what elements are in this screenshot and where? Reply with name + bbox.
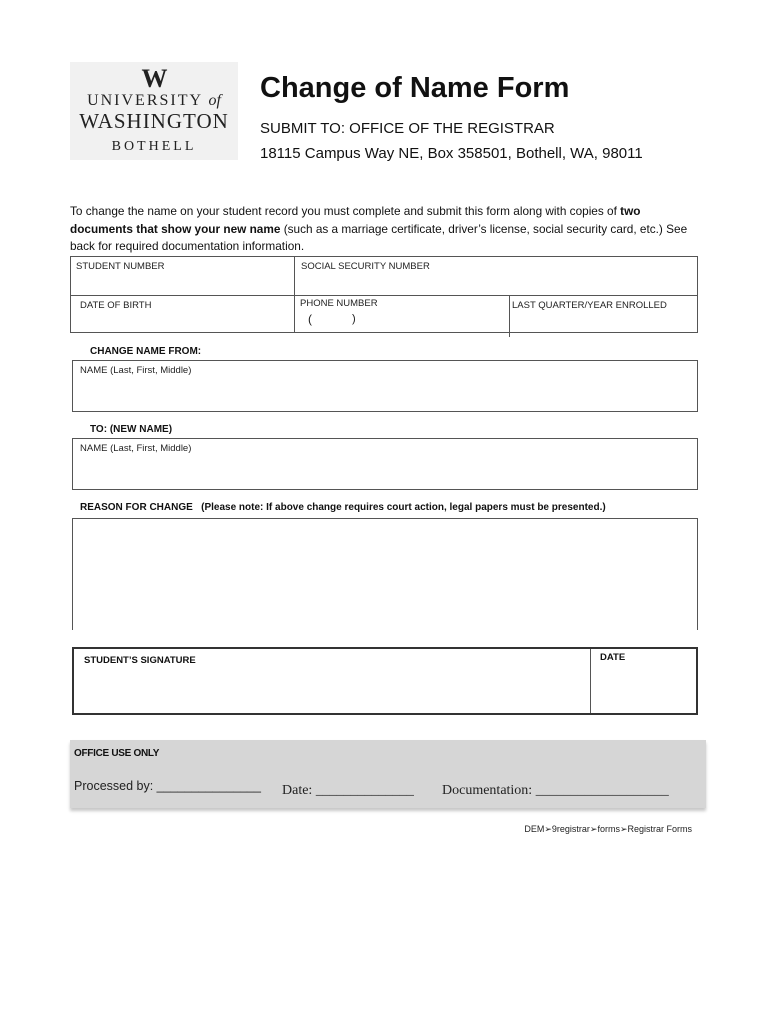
office-date-field[interactable]: Date: ______________ xyxy=(282,783,414,798)
signature-divider xyxy=(590,649,591,713)
new-name-label: NAME (Last, First, Middle) xyxy=(80,443,192,454)
last-quarter-field[interactable]: LAST QUARTER/YEAR ENROLLED xyxy=(512,300,667,311)
form-title: Change of Name Form xyxy=(260,72,570,104)
change-from-heading: CHANGE NAME FROM: xyxy=(90,346,202,357)
logo-mark: W xyxy=(141,64,167,93)
office-use-panel xyxy=(70,740,706,808)
phone-paren-close: ) xyxy=(352,313,356,325)
grid-row-divider xyxy=(70,295,698,296)
documentation-field[interactable]: Documentation: ___________________ xyxy=(442,783,669,798)
logo-washington: WASHINGTON xyxy=(79,109,229,133)
office-use-title: OFFICE USE ONLY xyxy=(74,748,160,759)
processed-by-field[interactable]: Processed by: _______________ xyxy=(74,779,261,793)
reason-label: REASON FOR CHANGE (Please note: If above change requires court action, legal papers must be presented.) xyxy=(80,502,606,513)
old-name-label: NAME (Last, First, Middle) xyxy=(80,365,192,376)
dob-field[interactable]: DATE OF BIRTH xyxy=(80,300,152,311)
instructions: To change the name on your student record you must complete and submit this form along with copies of two documents that show your new name (such as a marriage certificate, driver’s license, social security card, etc.) See back for required documentation information. xyxy=(70,204,688,253)
university-logo xyxy=(70,62,238,160)
phone-field[interactable]: PHONE NUMBER xyxy=(300,298,378,309)
signature-date-field[interactable]: DATE xyxy=(600,652,626,663)
change-to-heading: TO: (NEW NAME) xyxy=(90,424,173,435)
ssn-field[interactable]: SOCIAL SECURITY NUMBER xyxy=(301,261,430,272)
logo-campus: BOTHELL xyxy=(111,139,197,154)
submit-to: SUBMIT TO: OFFICE OF THE REGISTRAR xyxy=(260,120,555,137)
signature-field[interactable]: STUDENT’S SIGNATURE xyxy=(84,655,196,666)
registrar-address: 18115 Campus Way NE, Box 358501, Bothell, WA, 98011 xyxy=(260,145,643,162)
footer-path: DEM➢9registrar➢forms➢Registrar Forms xyxy=(524,824,692,834)
reason-field[interactable] xyxy=(72,518,698,630)
grid-col-divider xyxy=(294,256,295,333)
student-number-field[interactable]: STUDENT NUMBER xyxy=(76,261,165,272)
phone-paren-open: ( xyxy=(308,312,312,326)
logo-university: UNIVERSITY of xyxy=(87,92,221,109)
grid-col-divider xyxy=(509,295,510,337)
